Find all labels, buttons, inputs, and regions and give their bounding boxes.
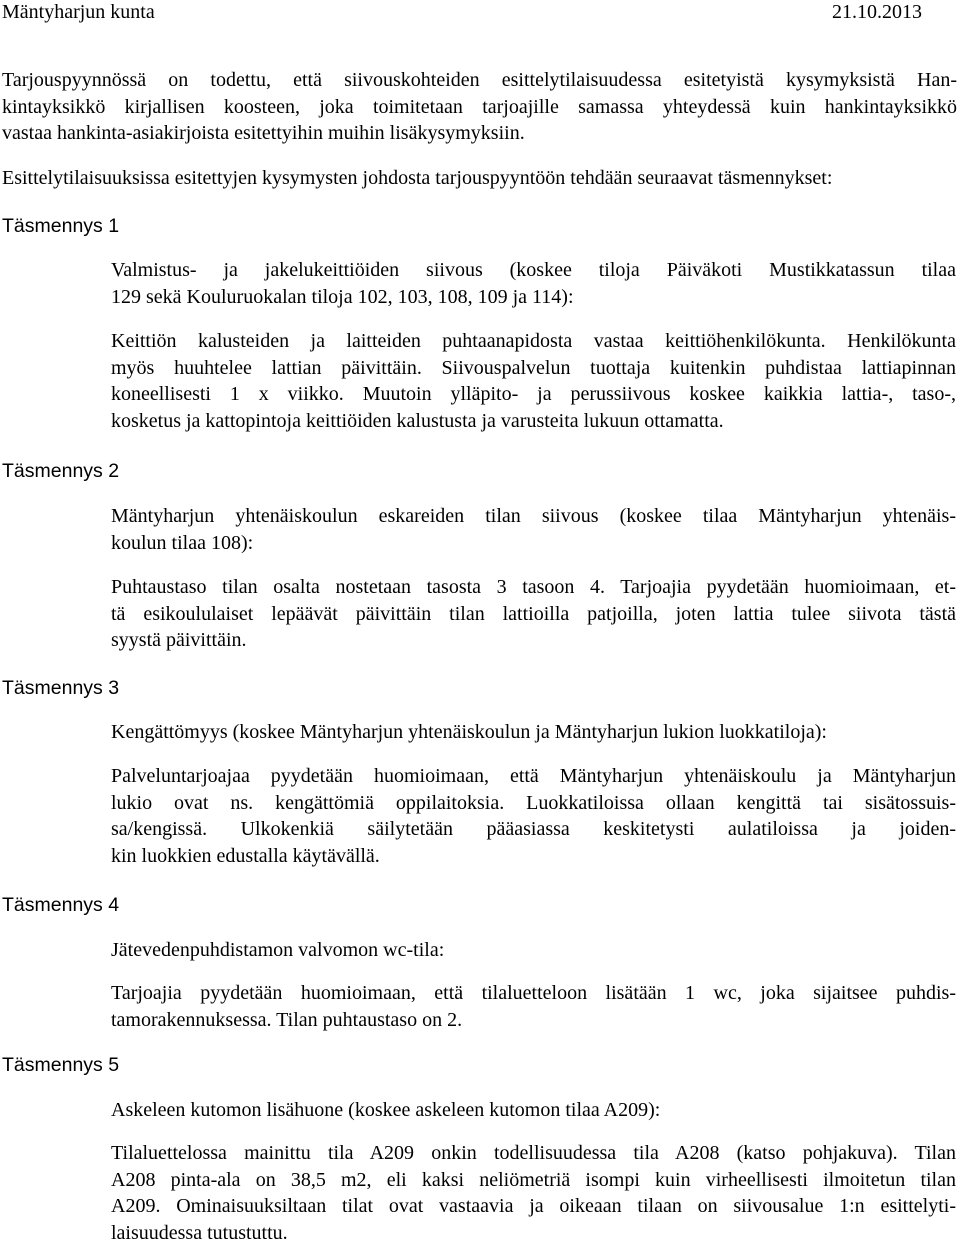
section-heading-4: Täsmennys 4 xyxy=(2,894,120,916)
subject-line: Jätevedenpuhdistamon valvomon wc-tila: xyxy=(111,939,445,961)
body-line: koneellisesti 1 x viikko. Muutoin ylläpito- ja perussiivous koskee kaikkia lattia-, taso-, xyxy=(111,383,956,405)
body-line: kin luokkien edustalla käytävällä. xyxy=(111,844,380,867)
body-line: kosketus ja kattopintoja keittiöiden kalustusta ja varusteita lukuun ottamatta. xyxy=(111,409,724,432)
section-heading-3: Täsmennys 3 xyxy=(2,677,120,699)
section-1-body xyxy=(111,328,956,434)
section-2-body xyxy=(111,574,956,654)
intro-line: vastaa hankinta-asiakirjoista esitettyihin muihin lisäkysymyksiin. xyxy=(2,122,525,144)
section-1-subject xyxy=(111,257,956,310)
subject-line: Askeleen kutomon lisähuone (koskee askeleen kutomon tilaa A209): xyxy=(111,1099,661,1121)
section-heading-1: Täsmennys 1 xyxy=(2,215,120,237)
subject-line: koulun tilaa 108): xyxy=(111,531,254,554)
body-line: myös huuhtelee lattian päivittäin. Siivouspalvelun tuottaja kuitenkin puhdistaa lattiapinnan xyxy=(111,356,956,379)
body-line: tamorakennuksessa. Tilan puhtaustaso on 2. xyxy=(111,1008,463,1031)
intro-lead-text: Esittelytilaisuuksissa esitettyjen kysymysten johdosta tarjouspyyntöön tehdään seuraavat täsmennykset: xyxy=(2,167,833,189)
header-date: 21.10.2013 xyxy=(832,1,922,23)
subject-line: Valmistus- ja jakelukeittiöiden siivous (koskee tiloja Päiväkoti Mustikkatassun tilaa xyxy=(111,259,956,281)
subject-line: Kengättömyys (koskee Mäntyharjun yhtenäiskoulun ja Mäntyharjun lukion luokkatiloja): xyxy=(111,721,827,743)
body-line: Tilaluettelossa mainittu tila A209 onkin todellisuudessa tila A208 (katso pohjakuva). Tilan xyxy=(111,1142,956,1164)
intro-line: Tarjouspyynnössä on todettu, että siivouskohteiden esittelytilaisuudessa esitetyistä kysymyksistä Han- xyxy=(2,69,957,91)
body-line: laisuudessa tutustuttu. xyxy=(111,1221,288,1244)
body-line: syystä päivittäin. xyxy=(111,629,247,651)
body-line: sa/kengissä. Ulkokenkiä säilytetään pääasiassa keskitetysti aulatiloissa ja joiden- xyxy=(111,818,956,840)
body-line: A209. Ominaisuuksiltaan tilat ovat vastaavia ja oikeaan tilaan on siivousalue 1:n esittelyti- xyxy=(111,1195,956,1217)
subject-line: 129 sekä Kouluruokalan tiloja 102, 103, 108, 109 ja 114): xyxy=(111,285,574,308)
section-heading-2: Täsmennys 2 xyxy=(2,460,120,482)
section-2-subject xyxy=(111,503,956,556)
body-line: lukio ovat ns. kengättömiä oppilaitoksia. Luokkatiloissa ollaan kengittä tai sisätossuis- xyxy=(111,791,956,814)
header-organization: Mäntyharjun kunta xyxy=(2,1,155,23)
section-3-subject xyxy=(111,719,956,746)
body-line: Keittiön kalusteiden ja laitteiden puhtaanapidosta vastaa keittiöhenkilökunta. Henkilökunta xyxy=(111,330,956,352)
section-5-subject xyxy=(111,1097,956,1124)
intro-paragraph xyxy=(2,67,957,147)
body-line: Tarjoajia pyydetään huomioimaan, että tilaluetteloon lisätään 1 wc, joka sijaitsee puhdis- xyxy=(111,982,956,1004)
section-4-subject xyxy=(111,937,956,964)
body-line: Puhtaustaso tilan osalta nostetaan tasosta 3 tasoon 4. Tarjoajia pyydetään huomioimaan, et- xyxy=(111,576,956,598)
intro-line: kintayksikkö kirjallisen koosteen, joka toimitetaan tarjoajille samassa yhteydessä kuin hankintayksikkö xyxy=(2,95,957,118)
section-heading-5: Täsmennys 5 xyxy=(2,1054,120,1076)
section-5-body xyxy=(111,1140,956,1246)
body-line: Palveluntarjoajaa pyydetään huomioimaan, että Mäntyharjun yhtenäiskoulu ja Mäntyharjun xyxy=(111,765,956,787)
section-3-body xyxy=(111,763,956,869)
section-4-body xyxy=(111,980,956,1033)
subject-line: Mäntyharjun yhtenäiskoulun eskareiden tilan siivous (koskee tilaa Mäntyharjun yhtenäis- xyxy=(111,505,956,527)
body-line: tä esikoululaiset lepäävät päivittäin tilan lattioilla patjoilla, joten lattia tulee siivota tästä xyxy=(111,602,956,625)
body-line: A208 pinta-ala on 38,5 m2, eli kaksi neliömetriä isompi kuin virheellisesti ilmoitetun tilan xyxy=(111,1168,956,1191)
intro-lead xyxy=(2,165,957,192)
